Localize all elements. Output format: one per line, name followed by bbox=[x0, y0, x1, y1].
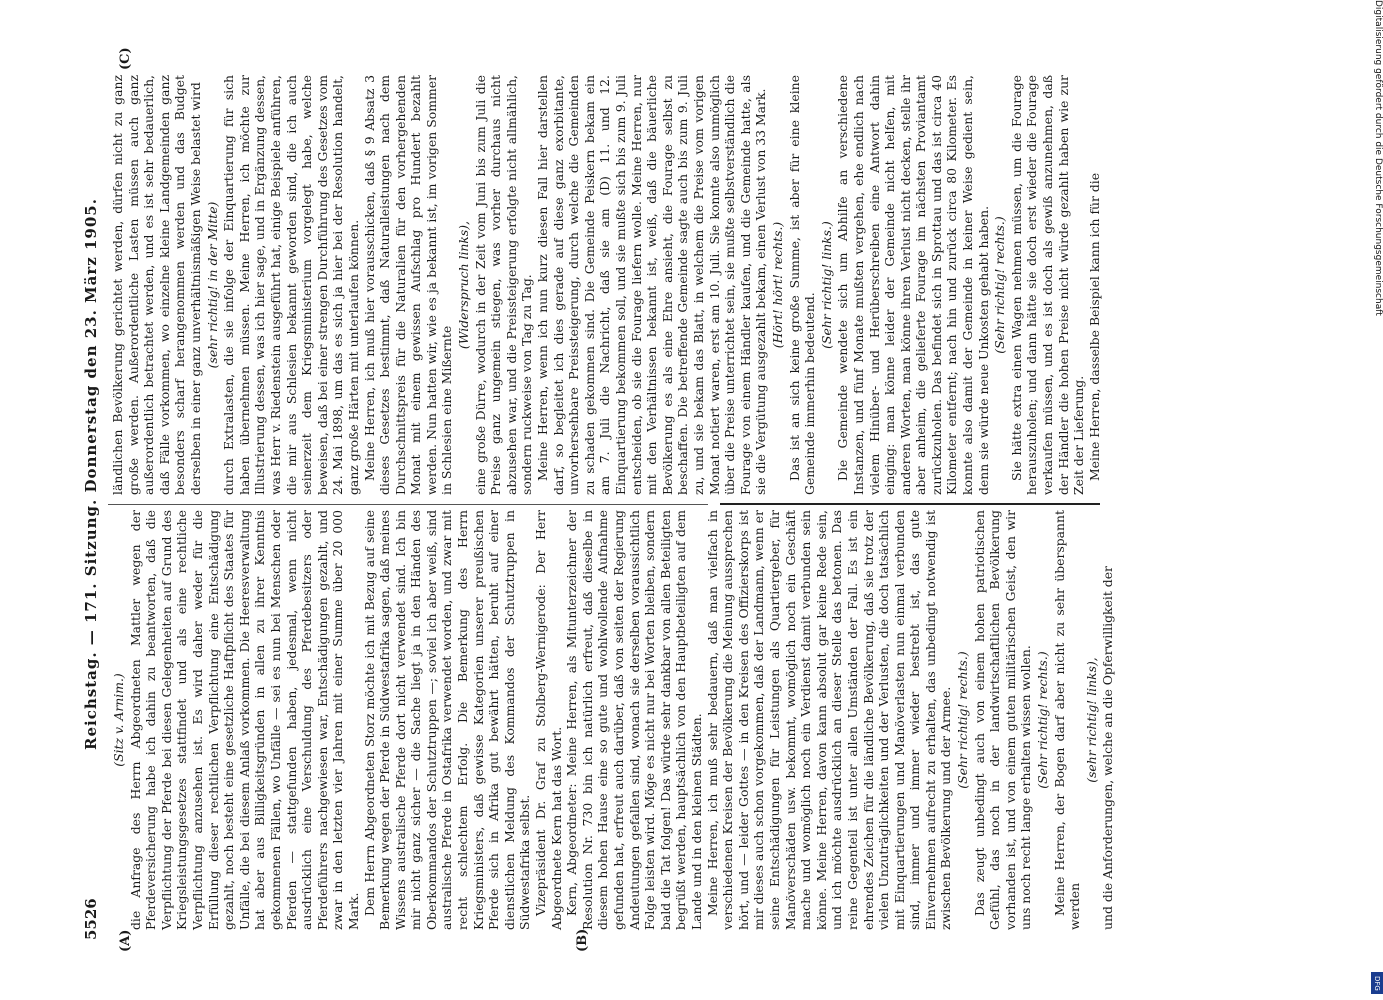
paragraph: die Anfrage des Herrn Abgeordneten Mattler wegen der Pferdeversicherung habe ich dahin zu beantworten, daß die Verpflichtung der Pferde bei diesen Gelegenheiten auf Grund des Kriegsleistungsgesetzes stattfindet und als eine rechtliche Verpflichtung anzusehen ist. Es wird daher weder für die Erfüllung dieser rechtlichen Verpflichtung eine Entschädigung gezahlt, noch besteht eine gesetzliche Haftpflicht des Staates für Unfälle, die bei diesem Anlaß vorkommen. Die Heeresverwaltung hat aber aus Billigkeitsgründen in allen zu ihrer Kenntnis gekommenen Fällen, wo Unfälle — sei es nun bei Menschen oder Pferden — stattgefunden haben, jedesmal, wenn nicht ausdrücklich eine Verschuldung des Pferdebesitzers oder Pferdeführers nachgewiesen war, Entschädigungen gezahlt, und zwar in den letzten vier Jahren mit einer Summe über 20 000 Mark. bbox=[127, 510, 361, 930]
paragraph: Kern, Abgeordneter: Meine Herren, als Mitunterzeichner der Resolution Nr. 730 bin ich natürlich erfreut, daß dieselbe in diesem hohen Hause eine so gute und wohlwollende Aufnahme gefunden hat, erfreut auch darüber, daß von seiten der Regierung Andeutungen gefallen sind, wonach sie derselben voraussichtlich Folge leisten wird. Möge es nicht nur bei Worten bleiben, sondern bald die Tat folgen! Das würde sehr dankbar von allen Beteiligten begrüßt werden, hauptsächlich von den Hauptbeteiligten auf dem Lande und in den kleinen Städten. bbox=[564, 510, 704, 930]
interjection: (Widerspruch links), bbox=[456, 220, 472, 350]
column-divider-top bbox=[108, 504, 708, 505]
paragraph: Meine Herren, wenn ich nun kurz diesen Fall hier darstellen darf, so begleitet ich dies gerade auf diese ganz exorbitante, unvorhersehbare Preissteigerung, durch welche die Gemeinden zu schaden gekommen sind. Die Gemeinde Peiskern bekam ein am 7. Juli die Nachricht, daß sie am (D) 11. und 12. Einquartierung bekommen soll, und sie mußte sich bis zum 9. Juli entscheiden, ob sie die Fourage liefern wolle. Meine Herren, nur mit den Verhältnissen bekannt ist, weiß, daß die bäuerliche Bevölkerung es als eine Ehre ansieht, die Fourage selbst zu beschaffen. Die betreffende Gemeinde sagte auch bis zum 9. Juli zu, und sie bekam das Blatt, in welchem die Preise vom vorigen Monat notiert waren, erst am 10. Juli. Sie konnte also unmöglich über die Preise unterrichtet sein, sie mußte selbstverständlich die Fourage von einem Händler kaufen, und die Gemeinde hatte, als sie die Vergütung ausgezahlt bekam, einen Verlust von 33 Mark. bbox=[535, 75, 769, 495]
interjection: (Sehr richtig! rechts.) bbox=[955, 651, 971, 789]
digitization-credit bbox=[1371, 0, 1383, 1000]
right-column bbox=[110, 75, 1102, 495]
page-number: 5526 bbox=[82, 898, 100, 940]
paragraph: Sie hätte extra einen Wagen nehmen müssen, um die Fourage herauszuholen; und dann hätte sie doch erst wieder die Fourage verkaufen müssen, und es ist doch als gewiß anzunehmen, daß der Händler die hohen Preise nicht würde gezahlt haben wie zur Zeit der Lieferung. bbox=[1008, 75, 1087, 495]
margin-marker-b: (B) bbox=[575, 928, 590, 952]
paragraph: eine große Dürre, wodurch in der Zeit vom Juni bis zum Juli die Preise ganz ungemein stiegen, was vorher durchaus nicht abzusehen war, und die Preissteigerung erfolgte nicht allmählich, sondern ruckweise von Tag zu Tag. bbox=[472, 75, 535, 495]
interjection: (Sehr richtig! rechts.) bbox=[992, 216, 1008, 354]
margin-marker-a: (A) bbox=[118, 929, 133, 952]
column-divider-bottom bbox=[720, 503, 1100, 505]
paragraph: Meine Herren, dasselbe Beispiel kann ich für die bbox=[1086, 172, 1102, 481]
paragraph: Das zeugt unbedingt auch von einem hohen patriotischen Gefühl, das noch in der landwirtschaftlichen Bevölkerung vorhanden ist, und von einem guten militärischen Geist, den wir uns noch recht lange erhalten wissen wollen. bbox=[971, 510, 1034, 930]
paragraph: Vizepräsident Dr. Graf zu Stolberg-Wernigerode: Der Herr Abgeordnete Kern hat das Wort. bbox=[533, 510, 564, 930]
left-column bbox=[110, 510, 1116, 930]
margin-marker-c: (C) bbox=[118, 47, 133, 70]
paragraph: Meine Herren, ich muß hier vorausschicken, daß § 9 Absatz 3 dieses Gesetzes bestimmt, daß Naturalleistungen nach dem Durchschnittspreis für die Naturalien für den vorhergehenden Monat mit einem gewissen Aufschlag pro Hundert bezahlt werden. Nun hatten wir, wie es ja bekannt ist, im vorigen Sommer in Schlesien eine Mißernte bbox=[361, 75, 455, 495]
interjection: (Sehr richtig! rechts.) bbox=[1035, 651, 1051, 789]
paragraph: Meine Herren, ich muß sehr bedauern, daß man vielfach in verschiedenen Kreisen der Bevölkerung die Meinung aussprechen hört, und — leider Gottes — in den Kreisen des Offizierskorps ist mir dieses auch schon vorgekommen, daß der Landmann, wenn er seine Entschädigungen für Leistungen als Quartiergeber, für Manöverschäden usw. bekommt, womöglich noch ein Geschäft mache und womöglich noch ein Verdienst damit verbunden sein könne. Meine Herren, davon kann absolut gar keine Rede sein, und ich möchte ausdrücklich an dieser Stelle das betonen. Das reine Gegenteil ist unter allen Umständen der Fall. Es ist ein ehrendes Zeichen für die ländliche Bevölkerung, daß sie trotz der vielen Unzuträglichkeiten und der Verlusten, die doch tatsächlich mit Einquartierungen und Manöverlasten nun einmal verbunden sind, immer und immer wieder bestrebt ist, das gute Einvernehmen aufrecht zu erhalten, das unbedingt notwendig ist zwischen Bevölkerung und der Armee. bbox=[704, 510, 954, 930]
interjection: (Sehr richtig! links.) bbox=[818, 221, 834, 349]
paragraph: Das ist an sich keine große Summe, ist aber für eine kleine Gemeinde immerhin bedeutend. bbox=[786, 75, 818, 495]
interjection: (Hört! hört! rechts.) bbox=[769, 221, 785, 349]
interjection: (sehr richtig! links), bbox=[1083, 657, 1099, 783]
paragraph: Die Gemeinde wendete sich um Abhilfe an verschiedene Instanzen, und fünf Monate mußten vergehen, ehe endlich nach vielem Hinüber- und Herüberschreiben eine Antwort dahin einging: man könne leider der Gemeinde nicht helfen, mit anderen Worten, man könne ihren Verlust nicht decken, stelle ihr aber anheim, die gelieferte Fourage im nächsten Proviantamt zurückzuholen. Das befindet sich in Sprottau und das ist circa 40 Kilometer entfernt; nach hin und zurück circa 80 Kilometer. Es konnte also damit der Gemeinde in keiner Weise gedient sein, denn sie würde neue Unkosten gehabt haben. bbox=[835, 75, 991, 495]
paragraph: ländlichen Bevölkerung gerichtet werden, dürfen nicht zu ganz große werden. Außerordentliche Lasten müssen auch ganz außerordentlich betrachtet werden, und es ist sehr bedauerlich, daß Fälle vorkommen, wo einzelne kleine Landgemeinden ganz besonders scharf herangenommen werden und das Budget derselben in einer ganz unverhältnismäßigen Weise belastet wird bbox=[110, 75, 203, 495]
credit-text: Digitalisierung gefördert durch die Deutsche Forschungsgemeinschaft bbox=[1373, 0, 1383, 316]
paragraph: Dem Herrn Abgeordneten Storz möchte ich mit Bezug auf seine Bemerkung wegen der Pferde in Südwestafrika sagen, daß meines Wissens australische Pferde dort nicht verwendet sind. Ich bin mir nicht ganz sicher — die Sache liegt ja in den Händen des Oberkommandos der Schutztruppen —; soviel ich aber weiß, sind australische Pferde in Ostafrika verwendet worden, und zwar mit recht schlechtem Erfolg. Die Bemerkung des Herrn Kriegsministers, daß gewisse Kategorien unserer preußischen Pferde sich in Afrika gut bewährt hätten, beruht auf einer dienstlichen Meldung des Kommandos der Schutztruppen in Südwestafrika selbst. bbox=[361, 510, 533, 930]
page-title: Reichstag. — 171. Sitzung. Donnerstag den 23. März 1905. bbox=[82, 198, 100, 750]
interjection: (Sitz v. Arnim.) bbox=[111, 673, 126, 767]
page-header bbox=[82, 60, 104, 940]
paragraph: Meine Herren, der Bogen darf aber nicht zu sehr überspannt werden bbox=[1051, 510, 1083, 930]
paragraph: durch Extralasten, die sie infolge der Einquartierung für sich haben übernehmen müssen. Meine Herren, ich möchte zur Illustrierung dessen, was ich hier sage, und in Ergänzung dessen, was Herr v. Riedenstein ausgeführt hat, einige Beispiele anführen, die mir aus Schlesien bekannt geworden sind, die ich auch seinerzeit dem Kriegsministerium vorgelegt habe, welche beweisen, daß bei einer strengen Durchführung des Gesetzes vom 24. Mai 1898, um das es sich ja hier bei der Resolution handelt, ganz große Härten mit unterlaufen können. bbox=[221, 75, 361, 495]
paragraph: und die Anforderungen, welche an die Opferwilligkeit der bbox=[1100, 566, 1116, 930]
dfg-logo: DFG bbox=[1371, 972, 1383, 994]
interjection: (sehr richtig! in der Mitte) bbox=[204, 201, 220, 369]
